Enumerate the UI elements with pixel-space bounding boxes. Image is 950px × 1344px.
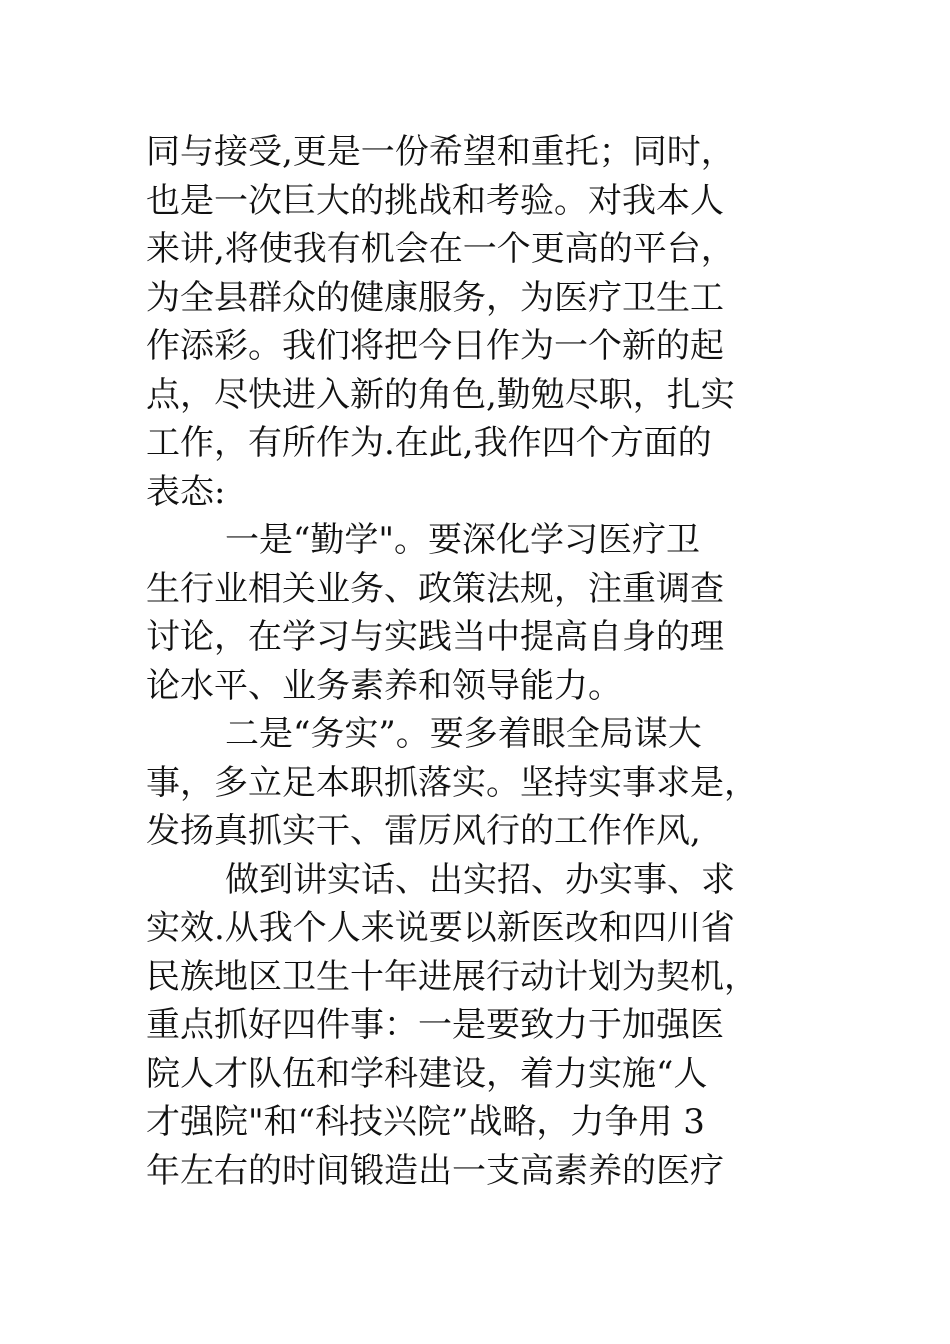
- text-line: 来讲,将使我有机会在一个更高的平台，: [146, 229, 735, 269]
- text-line: 实效.从我个人来说要以新医改和四川省: [146, 908, 735, 948]
- text-line: 发扬真抓实干、雷厉风行的工作作风,: [146, 811, 701, 851]
- text-line: 同与接受,更是一份希望和重托；同时，: [146, 132, 735, 172]
- text-line: 也是一次巨大的挑战和考验。对我本人: [146, 180, 724, 221]
- text-line: 民族地区卫生十年进展行动计划为契机，: [146, 956, 758, 997]
- text-line: 为全县群众的健康服务，为医疗卫生工: [146, 277, 724, 318]
- text-line: 院人才队伍和学科建设，着力实施“人: [146, 1053, 708, 1094]
- text-line: 表态:: [146, 471, 226, 512]
- paragraph-start-line: 一是“勤学"。要深化学习医疗卫: [225, 520, 701, 560]
- text-line: 作添彩。我们将把今日作为一个新的起: [146, 326, 724, 366]
- text-line: 讨论，在学习与实践当中提高自身的理: [146, 617, 724, 657]
- paragraph-start-line: 二是“务实”。要多着眼全局谋大: [225, 714, 702, 754]
- text-line: 年左右的时间锻造出一支高素养的医疗: [146, 1150, 724, 1191]
- text-line: 论水平、业务素养和领导能力。: [146, 665, 622, 706]
- text-line: 工作，有所作为.在此,我作四个方面的: [146, 423, 712, 463]
- text-line: 点，尽快进入新的角色,勤勉尽职，扎实: [146, 374, 735, 415]
- text-line: 重点抓好四件事：一是要致力于加强医: [146, 1005, 724, 1045]
- text-line: 才强院"和“科技兴院”战略，力争用 3: [146, 1102, 705, 1142]
- body-text: [146, 128, 826, 1195]
- paragraph-start-line: 做到讲实话、出实招、办实事、求: [225, 859, 735, 900]
- text-line: 生行业相关业务、政策法规，注重调查: [146, 568, 724, 609]
- text-line: 事，多立足本职抓落实。坚持实事求是，: [146, 762, 758, 803]
